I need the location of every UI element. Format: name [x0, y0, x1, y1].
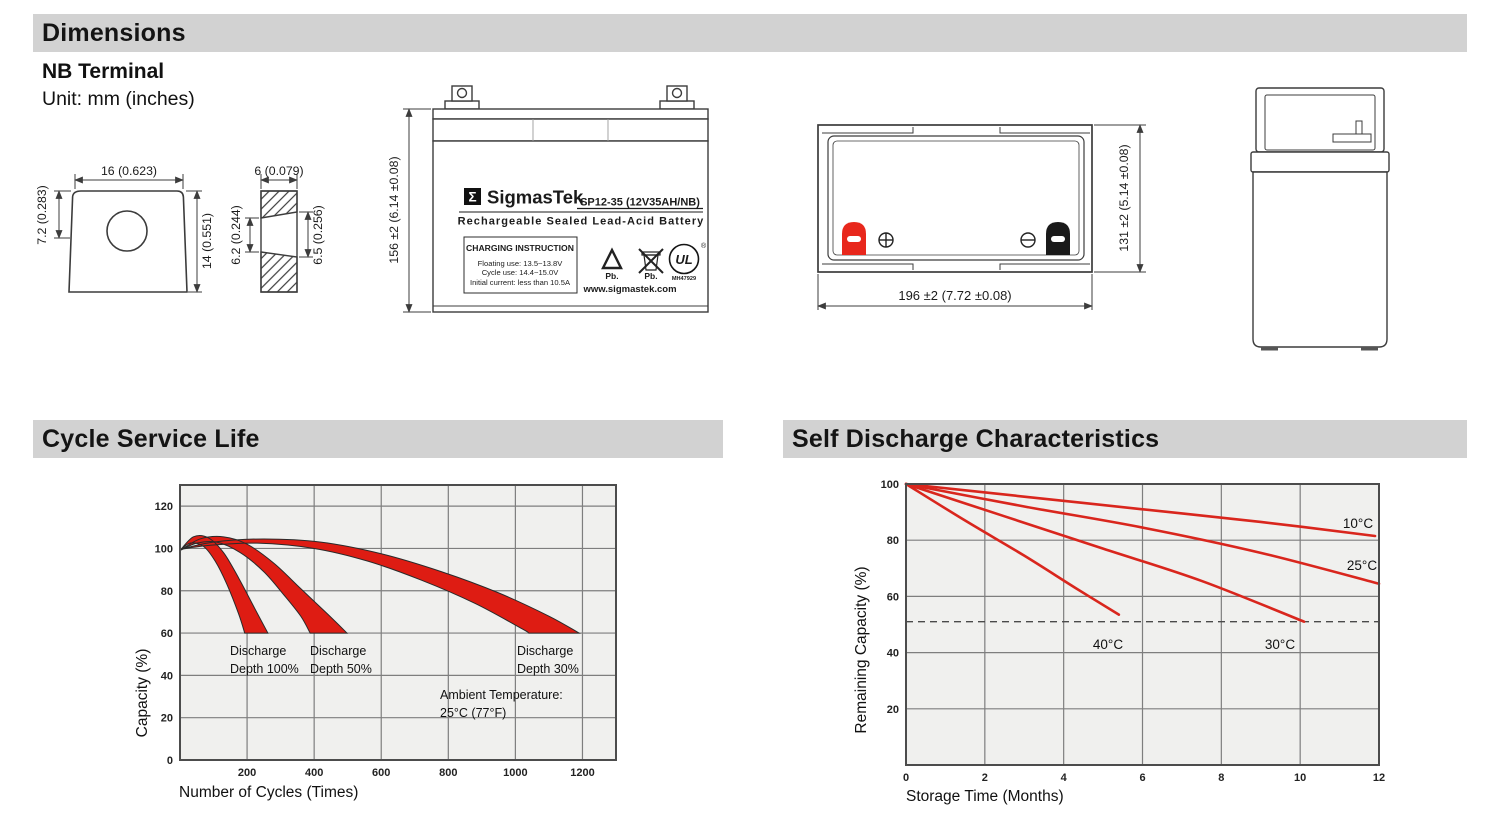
- xtick-2: 2: [981, 772, 988, 784]
- ytick-120: 120: [154, 501, 173, 514]
- registered-mark: ®: [701, 243, 707, 250]
- annotation: Depth 100%: [230, 662, 299, 676]
- ul-file-number: MH47929: [671, 276, 697, 282]
- charging-title: CHARGING INSTRUCTION: [466, 243, 574, 253]
- annotation: Discharge: [517, 644, 574, 658]
- ytick-60: 60: [886, 591, 899, 604]
- terminal-front-hole-offset-dim: 7.2 (0.283): [35, 185, 49, 245]
- section-width-dim: 6 (0.079): [254, 164, 304, 178]
- model-number: SP12-35 (12V35AH/NB): [580, 196, 700, 209]
- xtick-400: 400: [304, 767, 324, 779]
- x-axis-title: Number of Cycles (Times): [179, 784, 359, 801]
- ytick-20: 20: [886, 703, 899, 716]
- ytick-100: 100: [154, 543, 173, 556]
- annotation: Depth 50%: [310, 662, 372, 676]
- section-taper-left-dim: 6.2 (0.244): [229, 205, 243, 265]
- charging-floating: Floating use: 13.5~13.8V: [477, 259, 563, 268]
- xtick-800: 800: [439, 767, 458, 779]
- unit-note: Unit: mm (inches): [42, 88, 195, 110]
- annotation: Discharge: [230, 644, 287, 658]
- section-taper-right-dim: 6.5 (0.256): [311, 205, 325, 265]
- website-url: www.sigmastek.com: [583, 284, 677, 295]
- xtick-12: 12: [1372, 772, 1386, 784]
- xtick-600: 600: [372, 767, 391, 779]
- terminal-front-width-dim: 16 (0.623): [100, 164, 158, 178]
- pb-recycle-label: Pb.: [605, 271, 619, 281]
- pb-bin-label: Pb.: [644, 271, 658, 281]
- section-title-self-discharge: Self Discharge Characteristics: [792, 424, 1160, 453]
- xtick-10: 10: [1294, 772, 1307, 784]
- annotation: Ambient Temperature:: [440, 688, 563, 702]
- annotation: 25°C (77°F): [440, 706, 507, 720]
- ytick-100: 100: [880, 479, 899, 491]
- section-title-dimensions: Dimensions: [42, 18, 186, 47]
- xtick-8: 8: [1218, 772, 1225, 784]
- ytick-20: 20: [160, 712, 173, 725]
- ytick-80: 80: [886, 535, 899, 548]
- terminal-type-heading: NB Terminal: [42, 60, 165, 83]
- xtick-1000: 1000: [503, 767, 528, 779]
- brand-name: SigmasTek: [487, 186, 584, 208]
- ytick-40: 40: [160, 670, 173, 683]
- ytick-80: 80: [160, 585, 173, 598]
- charging-cycle: Cycle use: 14.4~15.0V: [481, 268, 559, 277]
- series-label-10°C: 10°C: [1342, 516, 1374, 531]
- xtick-200: 200: [237, 767, 257, 779]
- xtick-6: 6: [1139, 772, 1146, 784]
- annotation: Depth 30%: [517, 662, 579, 676]
- sigma-logo-icon: Σ: [468, 189, 477, 205]
- charging-initial: Initial current: less than 10.5A: [469, 278, 571, 287]
- battery-subtitle: Rechargeable Sealed Lead-Acid Battery: [457, 215, 705, 228]
- y-axis-title: Capacity (%): [134, 648, 151, 738]
- x-axis-title: Storage Time (Months): [906, 788, 1064, 805]
- xtick-4: 4: [1060, 772, 1067, 784]
- series-label-25°C: 25°C: [1346, 558, 1378, 573]
- xtick-0: 0: [902, 772, 910, 784]
- terminal-front-height-dim: 14 (0.551): [200, 212, 214, 270]
- top-view-depth-dim: 131 ±2 (5.14 ±0.08): [1117, 144, 1131, 252]
- xtick-1200: 1200: [570, 767, 595, 779]
- series-label-30°C: 30°C: [1264, 637, 1296, 652]
- section-title-cycle-service-life: Cycle Service Life: [42, 424, 260, 453]
- front-height-dim: 156 ±2 (6.14 ±0.08): [387, 156, 401, 264]
- y-axis-title: Remaining Capacity (%): [853, 566, 870, 734]
- ul-mark-text: UL: [675, 252, 693, 267]
- top-view-width-dim: 196 ±2 (7.72 ±0.08): [898, 288, 1012, 303]
- series-label-40°C: 40°C: [1092, 637, 1124, 652]
- ytick-0: 0: [166, 755, 173, 767]
- annotation: Discharge: [310, 644, 367, 658]
- ytick-60: 60: [160, 628, 173, 641]
- ytick-40: 40: [886, 647, 899, 660]
